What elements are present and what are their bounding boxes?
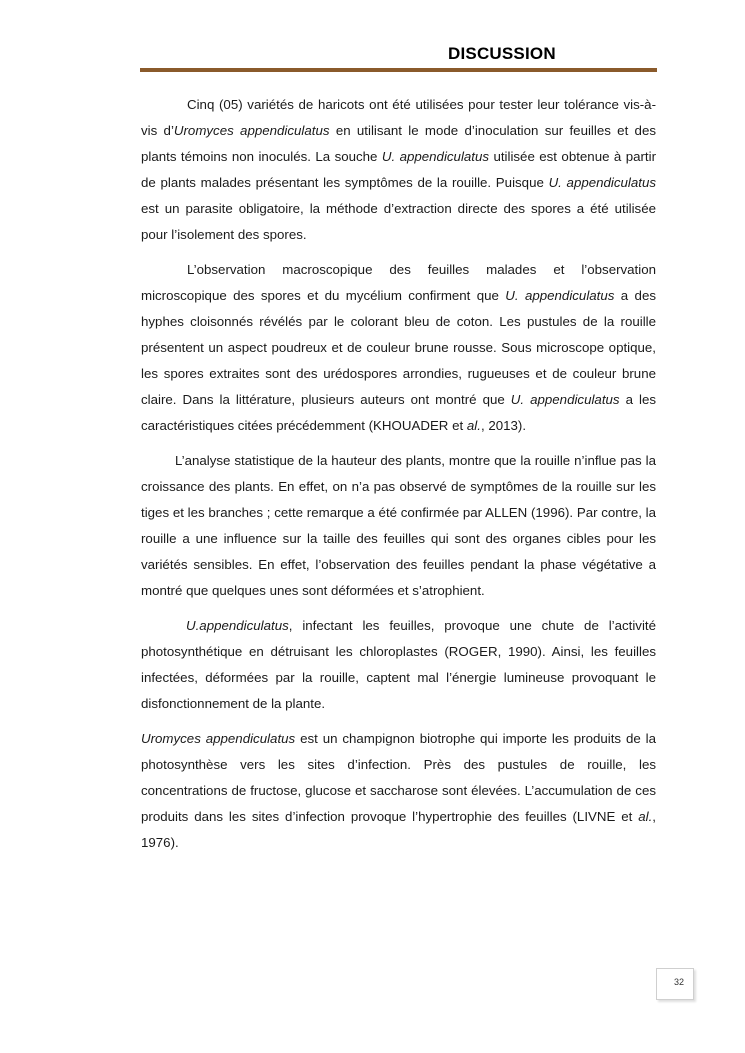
italic-term: U.appendiculatus bbox=[186, 618, 289, 633]
italic-term: U. appendiculatus bbox=[510, 392, 620, 407]
document-body bbox=[141, 92, 656, 865]
text-run: , infectant les feuilles, provoque une chute de l’activité photosynthétique en détruisant les chloroplastes (ROGER, 1990). Ainsi, les feuilles infectées, déformées par la rouille, captent mal l’énergie lumineuse provoquant le disfonctionnement de la plante. bbox=[141, 618, 656, 711]
page-title: DISCUSSION bbox=[448, 44, 556, 63]
italic-term: U. appendiculatus bbox=[505, 288, 615, 303]
text-run: a les caractéristiques citées précédemment (KHOUADER et bbox=[141, 392, 656, 433]
text-run: , 2013). bbox=[480, 418, 527, 433]
paragraph-2 bbox=[141, 257, 656, 439]
paragraph-3 bbox=[141, 448, 656, 604]
italic-term: U. appendiculatus bbox=[548, 175, 656, 190]
paragraph-1 bbox=[141, 92, 656, 248]
italic-term: U. appendiculatus bbox=[381, 149, 490, 164]
text-run: , 1976). bbox=[141, 809, 656, 850]
page-number: 32 bbox=[673, 977, 684, 987]
italic-term: Uromyces appendiculatus bbox=[141, 731, 296, 746]
text-run: L’analyse statistique de la hauteur des plants, montre que la rouille n’influe pas la croissance des plants. En effet, on n’a pas observé de symptômes de la rouille sur les tiges et les branches ; cette remarque a été confirmée par ALLEN (1996). Par contre, la rouille a une influence sur la taille des feuilles qui sont des organes cibles pour les variétés sensibles. En effet, l’observation des feuilles pendant la phase végétative a montré que quelques unes sont déformées et s’atrophient. bbox=[141, 453, 656, 598]
text-run: est un parasite obligatoire, la méthode d’extraction directe des spores a été utilisée pour l’isolement des spores. bbox=[141, 201, 656, 242]
header-divider bbox=[140, 68, 657, 72]
text-run: Cinq (05) variétés de haricots ont été utilisées pour tester leur tolérance vis-à-vis d’ bbox=[141, 97, 656, 138]
paragraph-4 bbox=[141, 613, 656, 717]
italic-term: al. bbox=[638, 809, 653, 824]
text-run: utilisée est obtenue à partir de plants malades présentant les symptômes de la rouille. Puisque bbox=[141, 149, 657, 190]
page-number-box bbox=[656, 968, 694, 1000]
paragraph-5 bbox=[141, 726, 656, 856]
italic-term: al. bbox=[466, 418, 481, 433]
italic-term: Uromyces appendiculatus bbox=[173, 123, 330, 138]
text-run: L’observation macroscopique des feuilles malades et l’observation microscopique des spores et du mycélium confirment que bbox=[141, 262, 656, 303]
text-run: en utilisant le mode d’inoculation sur feuilles et des plants témoins non inoculés. La souche bbox=[141, 123, 656, 164]
text-run: est un champignon biotrophe qui importe les produits de la photosynthèse vers les sites d’infection. Près des pustules de rouille, les concentrations de fructose, glucose et saccharose sont élevées. L’accumulation de ces produits dans les sites d’infection provoque l’hypertrophie des feuilles (LIVNE et bbox=[141, 731, 656, 824]
text-run: a des hyphes cloisonnés révélés par le colorant bleu de coton. Les pustules de la rouille présentent un aspect poudreux et de couleur brune rousse. Sous microscope optique, les spores extraites sont des urédospores arrondies, rugueuses et de couleur brune claire. Dans la littérature, plusieurs auteurs ont montré que bbox=[141, 288, 656, 407]
